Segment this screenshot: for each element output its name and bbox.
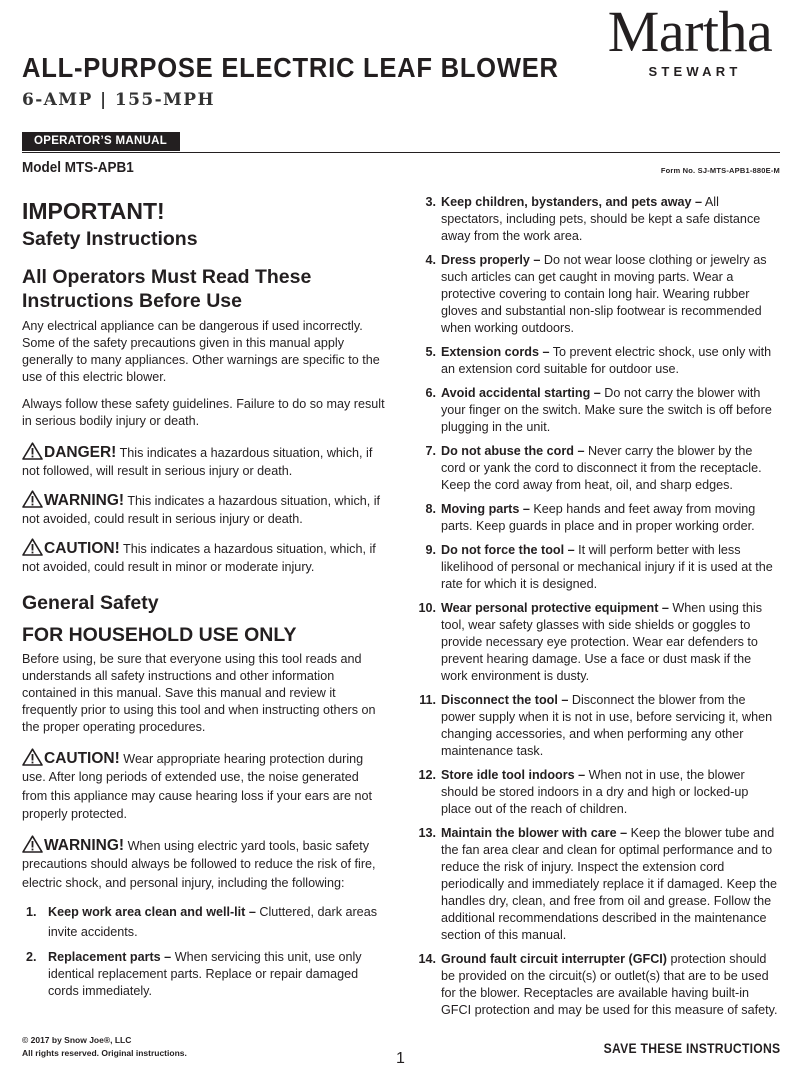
item-title: Extension cords – [441,345,550,359]
danger-text: This indicates a hazardous situation, which, if not followed, will result in serious injury or death. [22,446,373,479]
item-number: 12. [418,768,436,782]
list-item [414,600,780,685]
safety-list-left [22,902,387,1000]
item-text: When using this tool, wear safety glasses with side shields or goggles to provide necessary eye protection. Wear ear defenders to prevent hearing damage. Use a face or dust mask if the work environment is dusty. [441,601,763,683]
warning-triangle-icon [22,442,43,460]
safety-list-right [414,194,780,1019]
brand-sub: STEWART [648,64,742,79]
item-text: Keep the blower tube and the fan area clear and clean for optimal performance and to reduce the risk of injury. Inspect the extension cord periodically and immediately replace it if damaged. Keep the handles dry, clean, and free from oil and grease. Follow the additional recommendations described in the maintenance section of this manual. [441,826,778,942]
item-title: Ground fault circuit interrupter (GFCI) [441,952,667,966]
list-item [414,344,780,378]
list-item [414,767,780,818]
item-number: 7. [425,444,436,458]
item-number: 2. [26,950,37,965]
list-item [414,501,780,535]
item-text: Disconnect the blower from the power supply when it is not in use, before servicing it, when changing accessories, and when performing any other maintenance task. [441,693,773,758]
document-subtitle: 6-AMP | 155-MPH [22,90,215,110]
warning-triangle-icon [22,748,43,766]
caution-notice [22,538,387,576]
list-item [414,443,780,494]
item-title: Disconnect the tool – [441,693,569,707]
brand-name: Martha [607,0,773,64]
copyright-line: © 2017 by Snow Joe®, LLC [22,1035,132,1045]
item-text: It will perform better with less likelihood of personal or mechanical injury if it is used at the rate for which it is designed. [441,543,773,591]
item-text: Cluttered, dark areas invite accidents. [48,905,377,940]
list-item [26,949,387,1000]
list-item [414,194,780,245]
item-text: Keep hands and feet away from moving parts. Keep guards in place and in proper working order. [441,502,756,533]
item-text: Do not wear loose clothing or jewelry as such articles can get caught in moving parts. Wear a protective covering to contain long hair. Wearing rubber gloves and substantial non-slip footwear is recommended when working outdoors. [441,253,767,335]
warning-label: WARNING! [44,837,125,855]
list-item [414,951,780,1019]
warning-label: WARNING! [44,492,125,510]
item-title: Do not force the tool – [441,543,575,557]
model-number: Model MTS-APB1 [22,159,134,176]
before-use-paragraph: Before using, be sure that everyone using this tool reads and understands all safety instructions and other information contained in this manual. Save this manual and review it frequently prior to using this tool and when instructing others on the proper operating procedures. [22,652,376,735]
copyright-notice [22,1034,187,1060]
household-heading: FOR HOUSEHOLD USE ONLY [22,624,297,647]
warning-text: This indicates a hazardous situation, which, if not avoided, could result in serious injury or death. [22,494,381,527]
item-number: 6. [425,386,436,400]
guidelines-paragraph: Always follow these safety guidelines. Failure to do so may result in serious bodily injury or death. [22,396,385,428]
important-heading: IMPORTANT! [22,198,165,224]
item-number: 13. [418,826,436,840]
item-number: 9. [425,543,436,557]
item-number: 5. [425,345,436,359]
item-number: 10. [418,601,436,615]
item-title: Replacement parts – [48,950,172,965]
hearing-caution-text: Wear appropriate hearing protection during use. After long periods of extended use, the noise generated from this appliance may cause hearing loss if your ears are not properly protected. [22,751,372,821]
yard-tools-warning-notice [22,835,387,892]
intro-paragraph: Any electrical appliance can be dangerous if used incorrectly. Some of the safety precautions given in this manual apply generally to many appliances. Other warnings are specific to the use of this electric blower. [22,319,380,384]
item-title: Wear personal protective equipment – [441,601,669,615]
list-item [414,692,780,760]
safety-instructions-heading: Safety Instructions [22,228,198,250]
item-text: Never carry the blower by the cord or yank the cord to disconnect it from the receptacle. Keep the cord away from heat, oil, and sharp edges. [441,444,762,492]
item-text: protection should be provided on the circuit(s) or outlet(s) that are to be used for the blower. Receptacles are available having built-in GFCI protection and may be used for this measure of safety. [441,952,778,1017]
item-number: 4. [425,253,436,267]
item-title: Keep children, bystanders, and pets away – [441,195,703,209]
item-number: 14. [418,952,436,966]
brand-logo [595,0,785,79]
hearing-caution-notice [22,748,387,823]
item-number: 11. [419,693,436,707]
list-item [414,385,780,436]
item-title: Do not abuse the cord – [441,444,585,458]
manual-tab: OPERATOR’S MANUAL [22,132,180,151]
header-rule [22,152,780,153]
item-text: Do not carry the blower with your finger on the switch. Make sure the switch is off before plugging in the unit. [441,386,772,434]
item-title: Dress properly – [441,253,541,267]
yard-tools-warning-text: When using electric yard tools, basic safety precautions should always be followed to reduce the risk of fire, electric shock, and personal injury, including the following: [22,839,376,890]
item-title: Store idle tool indoors – [441,768,586,782]
rights-line: All rights reserved. Original instructions. [22,1048,187,1058]
item-title: Moving parts – [441,502,530,516]
caution-label: CAUTION! [44,540,120,558]
document-title: ALL-PURPOSE ELECTRIC LEAF BLOWER [22,52,559,83]
right-column [414,194,780,1026]
warning-triangle-icon [22,538,43,556]
item-title: Keep work area clean and well-lit – [48,905,256,920]
list-item [414,825,780,944]
left-column [22,198,387,1007]
list-item [414,542,780,593]
item-number: 8. [425,502,436,516]
danger-label: DANGER! [44,444,117,462]
general-safety-heading: General Safety [22,592,159,615]
page-number: 1 [396,1050,405,1067]
must-read-heading: All Operators Must Read These Instructions Before Use [22,266,312,312]
item-text: When servicing this unit, use only identical replacement parts. Replace or repair damaged cords immediately. [48,950,362,999]
list-item [26,902,387,942]
warning-triangle-icon [22,490,43,508]
item-text: All spectators, including pets, should be kept a safe distance away from the work area. [441,195,761,243]
save-instructions: SAVE THESE INSTRUCTIONS [603,1041,780,1056]
item-text: When not in use, the blower should be stored indoors in a dry and high or locked-up place out of the reach of children. [441,768,749,816]
item-number: 3. [425,195,436,209]
item-number: 1. [26,905,37,920]
form-number: Form No. SJ-MTS-APB1-880E-M [660,166,780,175]
caution-text: This indicates a hazardous situation, which, if not avoided, could result in minor or moderate injury. [22,542,376,575]
item-text: To prevent electric shock, use only with an extension cord suitable for outdoor use. [441,345,772,376]
danger-notice [22,442,387,480]
list-item [414,252,780,337]
caution-label: CAUTION! [44,749,120,767]
item-title: Maintain the blower with care – [441,826,628,840]
warning-triangle-icon [22,835,43,853]
warning-notice [22,490,387,528]
item-title: Avoid accidental starting – [441,386,601,400]
